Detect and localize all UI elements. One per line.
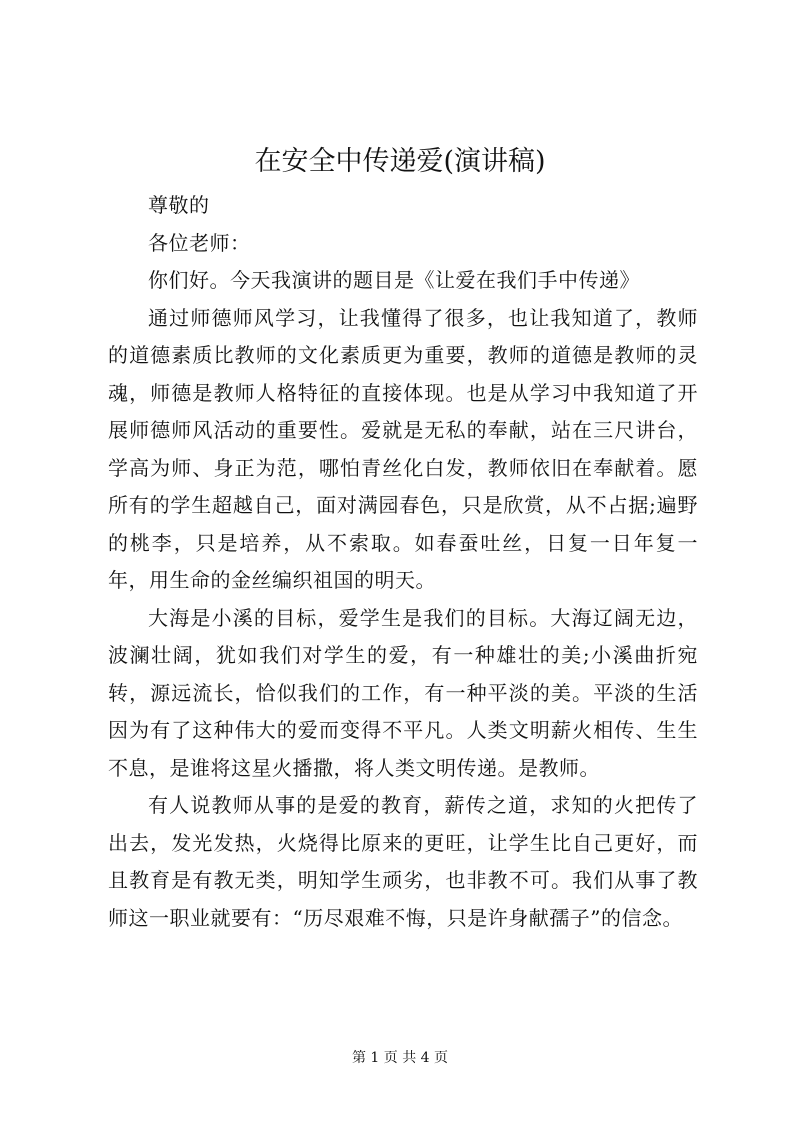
salutation-line-2: 各位老师： (148, 230, 251, 255)
body-paragraph: 通过师德师风学习，让我懂得了很多，也让我知道了，教师的道德素质比教师的文化素质更为重要，教师的道德是教师的灵魂，师德是教师人格特征的直接体现。也是从学习中我知道了开展师德师风活动的重要性。爱就是无私的奉献，站在三尺讲台，学高为师、身正为范，哪怕青丝化白发，教师依旧在奉献着。愿所有的学生超越自己，面对满园春色，只是欣赏，从不占据;遍野的桃李，只是培养，从不索取。如春蚕吐丝，日复一日年复一年，用生命的金丝编织祖国的明天。 (108, 305, 698, 592)
greeting-paragraph: 你们好。今天我演讲的题目是《让爱在我们手中传递》 (148, 268, 640, 292)
document-title: 在安全中传递爱(演讲稿) (254, 146, 546, 177)
page-number-footer: 第 1 页 共 4 页 (351, 1050, 449, 1066)
salutation-line-1: 尊敬的 (148, 193, 210, 217)
document-body (108, 187, 698, 937)
body-paragraph: 有人说教师从事的是爱的教育，薪传之道，求知的火把传了出去，发光发热，火烧得比原来的更旺，让学生比自己更好，而且教育是有教无类，明知学生顽劣，也非教不可。我们从事了教师这一职业就要有：“历尽艰难不悔，只是许身献孺子”的信念。 (108, 793, 698, 930)
body-paragraph: 大海是小溪的目标，爱学生是我们的目标。大海辽阔无边，波澜壮阔，犹如我们对学生的爱，有一种雄壮的美;小溪曲折宛转，源远流长，恰似我们的工作，有一种平淡的美。平淡的生活因为有了这种伟大的爱而变得不平凡。人类文明薪火相传、生生不息，是谁将这星火播撒，将人类文明传递。是教师。 (108, 605, 698, 780)
